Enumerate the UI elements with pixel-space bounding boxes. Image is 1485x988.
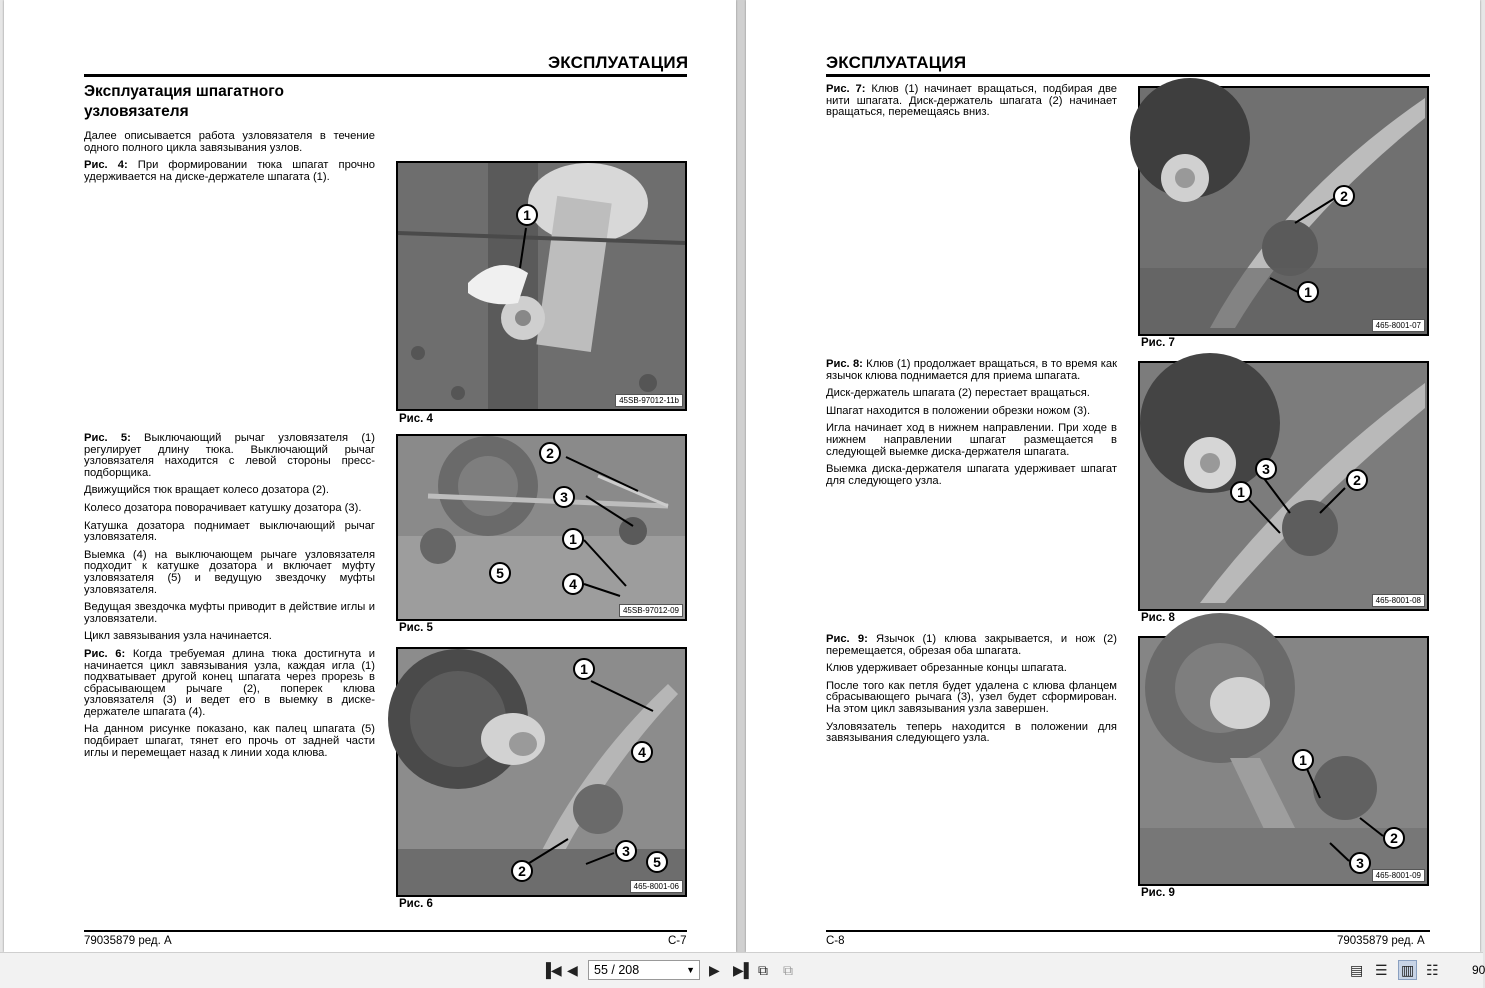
rotate-icon[interactable]: ⧉ — [758, 962, 768, 978]
callout-4: 4 — [562, 573, 584, 595]
figure-5-photo — [396, 434, 687, 621]
callout-1: 1 — [1230, 481, 1252, 503]
continuous-icon[interactable]: ☰ — [1375, 962, 1388, 978]
page-number-input[interactable]: 55 / 208 ▼ — [588, 960, 700, 980]
figure-code: 465-8001-08 — [1372, 594, 1425, 607]
figure-4-caption: Рис. 4 — [399, 413, 433, 425]
figure-6-photo — [396, 647, 687, 897]
header-rule — [84, 74, 687, 77]
footer-rule — [84, 930, 687, 932]
callout-3: 3 — [1255, 458, 1277, 480]
callout-3: 3 — [1349, 852, 1371, 874]
two-page-continuous-icon[interactable]: ☷ — [1426, 962, 1439, 978]
callout-3: 3 — [553, 486, 575, 508]
figure-code: 465-8001-07 — [1372, 319, 1425, 332]
text-fig9: Рис. 9: Язычок (1) клюва закрывается, и нож (2) перемещается, обрезая оба шпагата. Клюв удерживает обрезанные концы шпагата. После того как петля будет удалена с клюва фланцем сбрасывающего рычага (3), узел будет сформирован. На этом цикл завязывания узла завершен. Узловязатель теперь находится в положении для завязывания следующего узла. — [826, 633, 1117, 745]
figure-code: 45SB-97012-09 — [619, 604, 683, 617]
last-page-icon[interactable]: ▶▌ — [733, 962, 754, 978]
text-fig8: Рис. 8: Клюв (1) продолжает вращаться, в то время как язычок клюва поднимается для приема шпагата. Диск-держатель шпагата (2) перестает вращаться. Шпагат находится в положении обрезки ножом (3). Игла начинает ход в нижнем направлении. При ходе в нижнем направлении шпагат размещается в следующей выемке диска-держателя шпагата. Выемка диска-держателя шпагата удерживает шпагат для следующего узла. — [826, 358, 1117, 487]
figure-8-caption: Рис. 8 — [1141, 612, 1175, 624]
callout-1: 1 — [516, 204, 538, 226]
first-page-icon[interactable]: ▐◀ — [541, 962, 562, 978]
chevron-down-icon[interactable]: ▼ — [686, 965, 695, 975]
figure-4-photo — [396, 161, 687, 411]
page-c7 — [4, 0, 736, 952]
prev-page-icon[interactable]: ◀ — [567, 962, 578, 978]
callout-3: 3 — [615, 840, 637, 862]
page-header: ЭКСПЛУАТАЦИЯ — [826, 53, 967, 72]
callout-2: 2 — [1383, 827, 1405, 849]
figure-6-caption: Рис. 6 — [399, 898, 433, 910]
callout-2: 2 — [511, 860, 533, 882]
section-title: Эксплуатация шпагатного узловязателя — [84, 83, 284, 120]
next-page-icon[interactable]: ▶ — [709, 962, 720, 978]
callout-1: 1 — [1292, 749, 1314, 771]
figure-5-caption: Рис. 5 — [399, 622, 433, 634]
header-rule — [826, 74, 1430, 77]
footer-docnum: 79035879 ред. A — [84, 935, 172, 947]
figure-code: 45SB-97012-11b — [615, 394, 683, 407]
text-fig5: Рис. 5: Выключающий рычаг узловязателя (1) регулирует длину тюка. Выключающий рычаг узловязателя находится с левой стороны пресс-подборщика. Движущийся тюк вращает колесо дозатора (2). Колесо дозатора поворачивает катушку дозатора (3). Катушка дозатора поднимает выключающий рычаг узловязателя. Выемка (4) на выключающем рычаге узловязателя подходит к катушке дозатора и включает муфту узловязателя (5) и ведущую звездочку муфты узловязателя. Ведущая звездочка муфты приводит в действие иглы и узловязатели. Цикл завязывания узла начинается. Рис. 6: Когда требуемая длина тюка достигнута и начинается цикл завязывания узла, каждая игла (1) подхватывает другой конец шпагата через прорезь в сбрасывающем рычаге (2), поперек клюва узловязателя (3) и ведет его в выемку в диске-держателе шпагата (4). На данном рисунке показано, как палец шпагата (5) подбирает шпагат, тянет его прочь от задней части иглы и перемещает назад к линии хода клюва. — [84, 432, 375, 759]
page-gap — [736, 0, 746, 952]
figure-code: 465-8001-06 — [630, 880, 683, 893]
figure-code: 465-8001-09 — [1372, 869, 1425, 882]
figure-7-photo — [1138, 86, 1429, 336]
callout-2: 2 — [1346, 469, 1368, 491]
copy-icon[interactable]: ⧉ — [783, 962, 793, 978]
figure-9-caption: Рис. 9 — [1141, 887, 1175, 899]
figure-9-photo — [1138, 636, 1429, 886]
callout-2: 2 — [1333, 185, 1355, 207]
footer-rule — [826, 930, 1430, 932]
two-page-icon[interactable]: ▥ — [1398, 960, 1417, 980]
callout-1: 1 — [1297, 281, 1319, 303]
footer-page-number: C-8 — [826, 935, 845, 947]
figure-7-caption: Рис. 7 — [1141, 337, 1175, 349]
callout-4: 4 — [631, 741, 653, 763]
single-page-icon[interactable]: ▤ — [1350, 962, 1364, 978]
page-c8 — [746, 0, 1480, 952]
footer-docnum: 79035879 ред. A — [1337, 935, 1425, 947]
footer-page-number: C-7 — [668, 935, 687, 947]
callout-1: 1 — [573, 658, 595, 680]
zoom-level[interactable]: 90 — [1472, 963, 1485, 977]
callout-5: 5 — [489, 562, 511, 584]
page-header: ЭКСПЛУАТАЦИЯ — [548, 53, 689, 72]
viewer-toolbar — [0, 952, 1483, 988]
callout-2: 2 — [539, 442, 561, 464]
figure-8-photo — [1138, 361, 1429, 611]
text-intro: Далее описывается работа узловязателя в течение одного полного цикла завязывания узлов. Рис. 4: При формировании тюка шпагат прочно удерживается на диске-держателе шпагата (1). — [84, 130, 375, 183]
callout-1: 1 — [562, 528, 584, 550]
callout-5: 5 — [646, 851, 668, 873]
text-fig7: Рис. 7: Клюв (1) начинает вращаться, подбирая две нити шпагата. Диск-держатель шпагата (2) начинает вращаться, перемещаясь вниз. — [826, 83, 1117, 119]
